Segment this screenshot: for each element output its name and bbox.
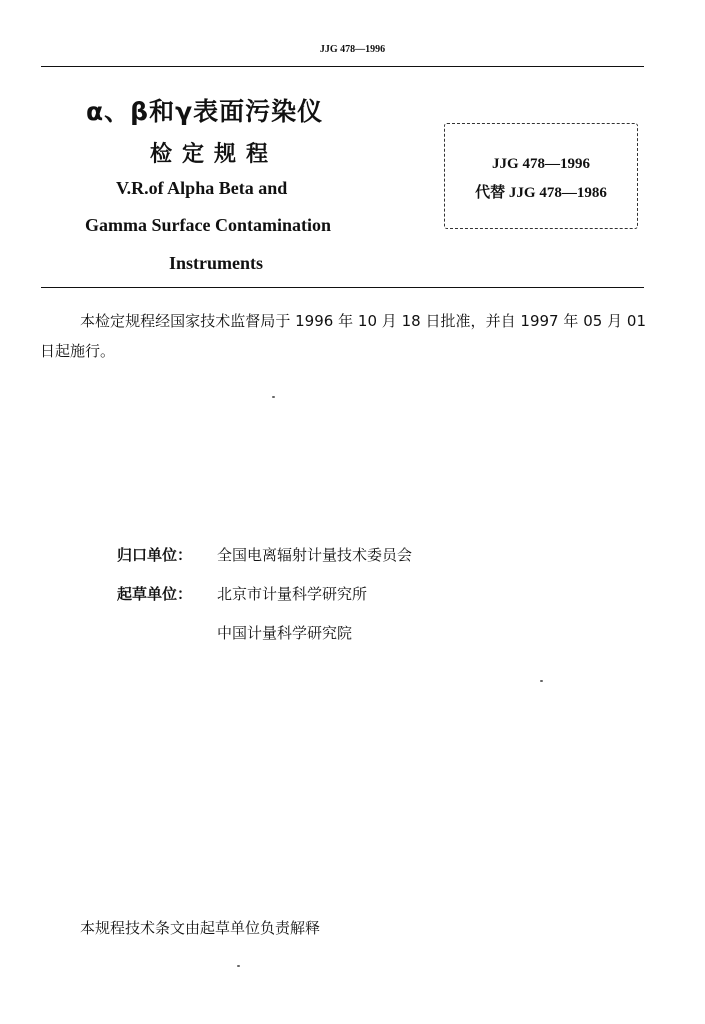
title-divider-rule: [41, 287, 644, 288]
document-title-en-line-2: Gamma Surface Contamination: [85, 215, 331, 235]
drafting-unit-value-1: 北京市计量科学研究所: [217, 585, 368, 603]
document-title-zh: α、β和γ表面污染仪: [86, 97, 324, 126]
standard-code-box: [444, 123, 638, 229]
scan-speck: [237, 965, 240, 967]
responsible-unit-value: 全国电离辐射计量技术委员会: [217, 546, 413, 564]
supersedes-code: 代替 JJG 478—1986: [475, 185, 607, 201]
header-rule: [41, 66, 644, 67]
document-subtitle-zh: 检定规程: [150, 142, 279, 167]
drafting-unit-label: 起草单位：: [117, 585, 193, 603]
responsible-unit-label: 归口单位：: [117, 546, 193, 564]
scan-speck: [540, 680, 543, 682]
document-title-en-line-3: Instruments: [169, 253, 264, 273]
running-header-code: JJG 478—1996: [319, 44, 386, 55]
document-title-en-line-1: V.R.of Alpha Beta and: [116, 178, 288, 198]
scan-speck: [272, 396, 275, 398]
drafting-unit-value-2: 中国计量科学研究院: [217, 624, 353, 642]
interpretation-note: 本规程技术条文由起草单位负责解释: [80, 919, 321, 937]
standard-code: JJG 478—1996: [492, 156, 590, 172]
approval-statement: 本检定规程经国家技术监督局于 1996 年 10 月 18 日批准，并自 1997 年 05 月 01 日起施行。: [40, 312, 646, 360]
